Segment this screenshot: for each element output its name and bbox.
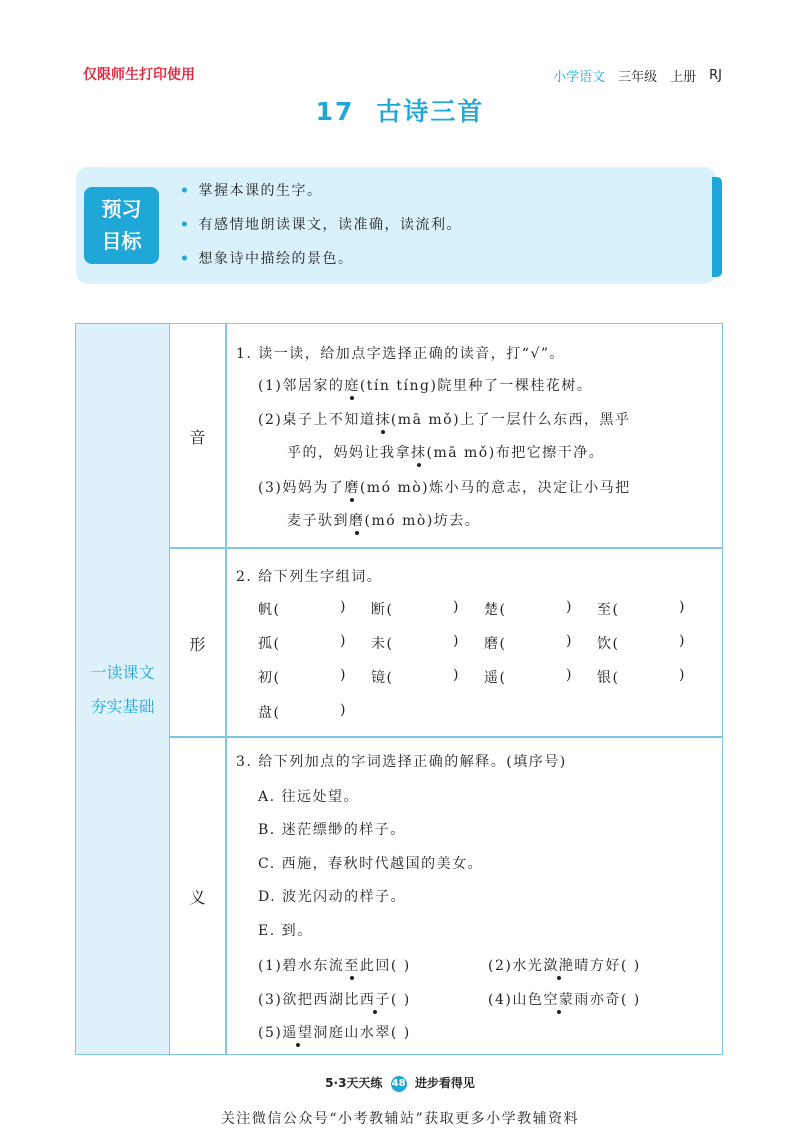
q3-option: B. 迷茫缥缈的样子。	[258, 822, 406, 838]
word-blank[interactable]: 饮(	[597, 636, 620, 652]
book-info	[553, 66, 722, 85]
q3-item-2[interactable]: (2)水光潋滟晴方好( )	[488, 958, 641, 974]
blank-close: )	[453, 667, 460, 683]
q1-sentence-2-cont: 乎的，妈妈让我拿抹(mā mǒ)布把它擦干净。	[287, 445, 605, 461]
goal-item: • 有感情地朗读课文，读准确，读流利。	[180, 217, 462, 233]
blank-close: )	[340, 667, 347, 683]
row-label-meaning: 义	[189, 888, 206, 907]
page-footer	[0, 1074, 800, 1092]
grade-label: 三年级	[618, 70, 658, 85]
volume-label: 上册	[670, 70, 697, 85]
row-divider	[170, 547, 723, 549]
q3-option: C. 西施，春秋时代越国的美女。	[258, 856, 484, 872]
blank-close: )	[566, 667, 573, 683]
q1-sentence-2: (2)桌子上不知道抹(mā mǒ)上了一层什么东西，黑乎	[258, 412, 631, 428]
goal-item: • 想象诗中描绘的景色。	[180, 251, 354, 267]
blank-close: )	[453, 599, 460, 615]
q3-item-1[interactable]: (1)碧水东流至此回( )	[258, 958, 411, 974]
goals-list	[180, 180, 462, 282]
word-blank[interactable]: 镜(	[371, 670, 394, 686]
q3-item-5[interactable]: (5)遥望洞庭山水翠( )	[258, 1025, 411, 1041]
q3-option: E. 到。	[258, 923, 313, 939]
blank-close: )	[340, 599, 347, 615]
q1-sentence-3-cont: 麦子驮到磨(mó mò)坊去。	[287, 513, 481, 529]
lesson-title	[0, 92, 800, 128]
question-1-prompt: 1. 读一读，给加点字选择正确的读音，打“√”。	[236, 346, 566, 362]
word-blank[interactable]: 楚(	[484, 602, 507, 618]
table-divider	[225, 323, 227, 1055]
blank-close: )	[340, 702, 347, 718]
badge-line-2: 目标	[101, 229, 142, 253]
blank-close: )	[679, 667, 686, 683]
blank-close: )	[679, 599, 686, 615]
lesson-number: 17	[315, 97, 355, 126]
word-blank[interactable]: 孤(	[258, 636, 281, 652]
blank-close: )	[679, 633, 686, 649]
word-blank[interactable]: 帆(	[258, 602, 281, 618]
goal-item: • 掌握本课的生字。	[180, 183, 323, 199]
word-blank[interactable]: 断(	[371, 602, 394, 618]
bullet-icon: •	[180, 251, 191, 267]
blank-close: )	[340, 633, 347, 649]
q3-item-3[interactable]: (3)欲把西湖比西子( )	[258, 992, 411, 1008]
word-blank[interactable]: 初(	[258, 670, 281, 686]
question-3-prompt: 3. 给下列加点的字词选择正确的解释。(填序号)	[236, 754, 567, 770]
promo-note: 关注微信公众号“小考教辅站”获取更多小学教辅资料	[220, 1111, 580, 1127]
q3-option: D. 波光闪动的样子。	[258, 889, 407, 905]
blank-close: )	[566, 633, 573, 649]
word-blank[interactable]: 磨(	[484, 636, 507, 652]
page-number: 48	[391, 1076, 407, 1092]
edition-label: RJ	[709, 68, 722, 83]
preview-goals-badge	[84, 187, 159, 264]
bullet-icon: •	[180, 217, 191, 233]
lesson-title-text: 古诗三首	[376, 97, 485, 126]
footer-slogan: 进步看得见	[414, 1076, 475, 1090]
bullet-icon: •	[180, 183, 191, 199]
q1-sentence-3: (3)妈妈为了磨(mó mò)炼小马的意志，决定让小马把	[258, 480, 631, 496]
row-label-sound: 音	[189, 428, 206, 447]
word-blank[interactable]: 银(	[597, 670, 620, 686]
q3-item-4[interactable]: (4)山色空蒙雨亦奇( )	[488, 992, 641, 1008]
print-restriction-note: 仅限师生打印使用	[83, 67, 195, 83]
word-blank[interactable]: 遥(	[484, 670, 507, 686]
subject-label: 小学语文	[553, 70, 606, 85]
panel-edge-tab	[712, 177, 722, 277]
q3-option: A. 往远处望。	[258, 789, 360, 805]
blank-close: )	[566, 599, 573, 615]
section-label: 一读课文 夯实基础	[90, 663, 155, 716]
word-blank[interactable]: 未(	[371, 636, 394, 652]
row-divider	[170, 736, 723, 738]
word-blank[interactable]: 至(	[597, 602, 620, 618]
blank-close: )	[453, 633, 460, 649]
badge-line-1: 预习	[101, 197, 142, 221]
row-label-form: 形	[189, 635, 206, 654]
footer-brand: 5·3天天练	[325, 1076, 383, 1090]
q1-sentence-1: (1)邻居家的庭(tín tíng)院里种了一棵桂花树。	[258, 378, 593, 394]
word-blank[interactable]: 盘(	[258, 705, 281, 721]
question-2-prompt: 2. 给下列生字组词。	[236, 569, 383, 585]
